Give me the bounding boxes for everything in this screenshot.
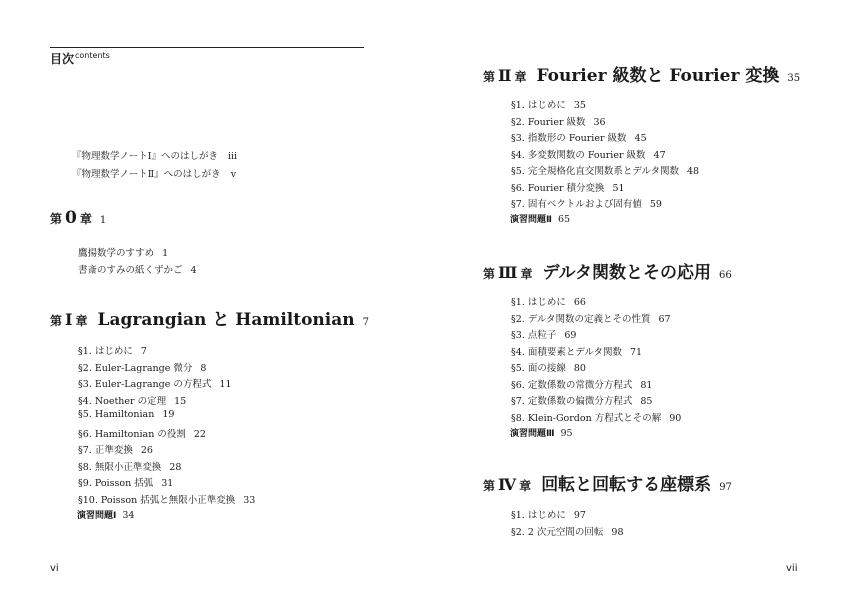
section-page: 59: [649, 199, 662, 210]
ch1-section-3: [78, 376, 232, 390]
section-page: 36: [593, 116, 606, 128]
section-text: §7. 正準変換: [78, 445, 133, 456]
ch3-section-3: [511, 327, 576, 341]
section-page: 28: [169, 461, 182, 473]
chapter-1-page: 7: [362, 317, 369, 328]
folio-right: vii: [786, 563, 798, 574]
exercise-page: 95: [560, 428, 573, 439]
folio-left: vi: [50, 563, 59, 574]
chapter-1-title: Lagrangian と Hamiltonian: [97, 310, 355, 330]
ch1-section-2: [78, 360, 206, 374]
section-text: §6. Fourier 積分変換: [511, 182, 605, 194]
chapter-0-dai: 第: [50, 212, 63, 226]
preface-1-text: 『物理数学ノートⅠ』へのはしがき: [72, 151, 218, 162]
chapter-1-sho: 章: [75, 314, 88, 328]
chapter-1-number: Ⅰ: [65, 310, 73, 329]
ch1-section-4: [78, 393, 186, 407]
right-page: [423, 0, 846, 600]
section-text: §3. 指数形の Fourier 級数: [511, 133, 627, 144]
section-page: 67: [658, 313, 671, 325]
section-text: §7. 定数係数の偏微分方程式: [511, 396, 633, 407]
exercise-page: 34: [122, 510, 135, 521]
toc-heading: [50, 50, 110, 67]
ch2-section-6: [511, 180, 625, 194]
section-text: §5. 完全規格化直交関数系とデルタ関数: [511, 166, 679, 177]
section-page: 97: [573, 510, 586, 521]
section-text: §5. 面の接線: [511, 363, 566, 374]
section-text: §2. Euler-Lagrange 微分: [78, 362, 193, 374]
ch2-section-7: [511, 196, 662, 210]
ch1-section-5: [78, 409, 174, 420]
section-page: 66: [573, 297, 586, 308]
chapter-0-number: 0: [65, 208, 77, 228]
chapter-3-page: 66: [719, 270, 732, 281]
chapter-3-number: Ⅲ: [498, 263, 518, 282]
ch3-section-5: [511, 360, 586, 374]
preface-1-page: iii: [227, 151, 238, 162]
section-page: 26: [140, 445, 153, 456]
chapter-0-item-1: [78, 245, 168, 259]
chapter-2-dai: 第: [483, 70, 496, 84]
ch2-section-2: [511, 114, 606, 128]
section-text: §2. デルタ関数の定義とその性質: [511, 313, 651, 325]
ch1-section-7: [78, 442, 153, 456]
section-text: §1. はじめに: [78, 346, 133, 357]
chapter-0-item-2-page: 4: [190, 265, 197, 276]
chapter-0-heading: [50, 208, 106, 228]
section-text: §4. Noether の定理: [78, 395, 167, 407]
ch3-section-8: [511, 410, 681, 424]
chapter-3-sho: 章: [520, 267, 533, 281]
section-page: 35: [573, 100, 586, 111]
section-page: 31: [161, 478, 174, 489]
ch2-exercises: [510, 212, 570, 225]
ch2-section-1: [511, 97, 586, 111]
section-text: §9. Poisson 括弧: [78, 478, 154, 489]
ch1-section-10: [78, 492, 255, 506]
section-text: §7. 固有ベクトルおよび固有値: [511, 199, 642, 210]
ch3-section-4: [511, 344, 642, 358]
section-page: 47: [653, 149, 666, 161]
toc-heading-label: 目次: [50, 52, 75, 66]
section-page: 69: [564, 330, 577, 341]
section-page: 22: [193, 428, 206, 440]
section-page: 71: [629, 346, 643, 358]
chapter-4-title: 回転と回転する座標系: [541, 475, 712, 495]
chapter-4-page: 97: [719, 482, 732, 493]
section-text: §2. 2 次元空間の回転: [511, 526, 604, 538]
ch4-section-1: [511, 507, 586, 521]
chapter-2-page: 35: [787, 73, 801, 84]
section-text: §2. Fourier 級数: [511, 116, 586, 128]
section-text: §1. はじめに: [511, 100, 566, 111]
exercise-label: 演習問題Ⅰ: [77, 511, 117, 521]
ch2-section-5: [511, 163, 699, 177]
chapter-4-sho: 章: [519, 479, 532, 493]
section-page: 33: [243, 494, 256, 506]
ch1-section-6: [78, 426, 206, 440]
ch1-section-1: [78, 343, 147, 357]
header-rule: [50, 47, 364, 48]
section-page: 8: [200, 362, 207, 374]
ch3-section-2: [511, 311, 671, 325]
chapter-3-dai: 第: [483, 267, 496, 281]
ch2-section-4: [511, 147, 666, 161]
preface-2-page: v: [230, 169, 237, 180]
exercise-label: 演習問題Ⅱ: [510, 215, 552, 225]
section-page: 11: [219, 379, 232, 390]
ch3-exercises: [510, 426, 573, 439]
section-text: §3. Euler-Lagrange の方程式: [78, 379, 212, 390]
section-text: §4. 多変数関数の Fourier 級数: [511, 149, 646, 161]
ch1-section-9: [78, 475, 173, 489]
ch4-section-2: [511, 524, 624, 538]
section-text: §3. 点粒子: [511, 330, 557, 341]
section-page: 90: [669, 412, 682, 424]
ch3-section-1: [511, 294, 586, 308]
chapter-2-sho: 章: [514, 70, 527, 84]
chapter-1-heading: [50, 305, 369, 330]
toc-heading-sup: contents: [75, 51, 110, 60]
section-page: 51: [612, 182, 625, 194]
section-page: 45: [634, 133, 647, 144]
ch3-section-7: [511, 393, 652, 407]
section-text: §6. 定数係数の常微分方程式: [511, 379, 633, 391]
section-page: 15: [174, 395, 187, 407]
chapter-4-heading: [483, 470, 732, 495]
chapter-0-sho: 章: [79, 212, 92, 226]
exercise-label: 演習問題Ⅲ: [510, 429, 555, 439]
section-text: §6. Hamiltonian の役割: [78, 428, 186, 440]
exercise-page: 65: [557, 214, 571, 225]
section-page: 48: [686, 166, 700, 177]
section-page: 98: [611, 526, 624, 538]
section-page: 81: [640, 379, 653, 391]
section-page: 7: [140, 346, 147, 357]
chapter-0-item-2-text: 書斎のすみの紙くずかご: [78, 265, 183, 276]
section-text: §1. はじめに: [511, 297, 566, 308]
section-page: 85: [640, 396, 653, 407]
chapter-2-heading: [483, 61, 800, 86]
section-text: §4. 面積要素とデルタ関数: [511, 346, 622, 358]
chapter-0-item-1-page: 1: [162, 248, 169, 259]
preface-2-text: 『物理数学ノートⅡ』へのはしがき: [72, 169, 221, 180]
section-page: 80: [573, 363, 586, 374]
ch1-section-8: [78, 459, 181, 473]
chapter-4-number: Ⅳ: [498, 475, 517, 494]
chapter-3-heading: [483, 258, 732, 283]
preface-2: [72, 166, 236, 180]
preface-1: [72, 148, 237, 162]
chapter-0-page: 1: [99, 215, 107, 226]
section-text: §8. 無限小正準変換: [78, 461, 162, 473]
chapter-2-title: Fourier 級数と Fourier 変換: [536, 66, 780, 86]
chapter-0-item-2: [78, 262, 197, 276]
chapter-1-dai: 第: [50, 314, 63, 328]
section-text: §5. Hamiltonian: [78, 409, 155, 420]
chapter-3-title: デルタ関数とその応用: [542, 263, 711, 283]
ch1-exercises: [77, 508, 134, 521]
section-text: §1. はじめに: [511, 510, 566, 521]
chapter-4-dai: 第: [483, 479, 496, 493]
ch3-section-6: [511, 377, 652, 391]
chapter-0-item-1-text: 鷹揚数学のすすめ: [78, 248, 155, 259]
section-page: 19: [162, 409, 175, 420]
section-text: §8. Klein-Gordon 方程式とその解: [511, 412, 662, 424]
ch2-section-3: [511, 130, 647, 144]
chapter-2-number: Ⅱ: [498, 66, 512, 85]
section-text: §10. Poisson 括弧と無限小正準変換: [78, 494, 236, 506]
